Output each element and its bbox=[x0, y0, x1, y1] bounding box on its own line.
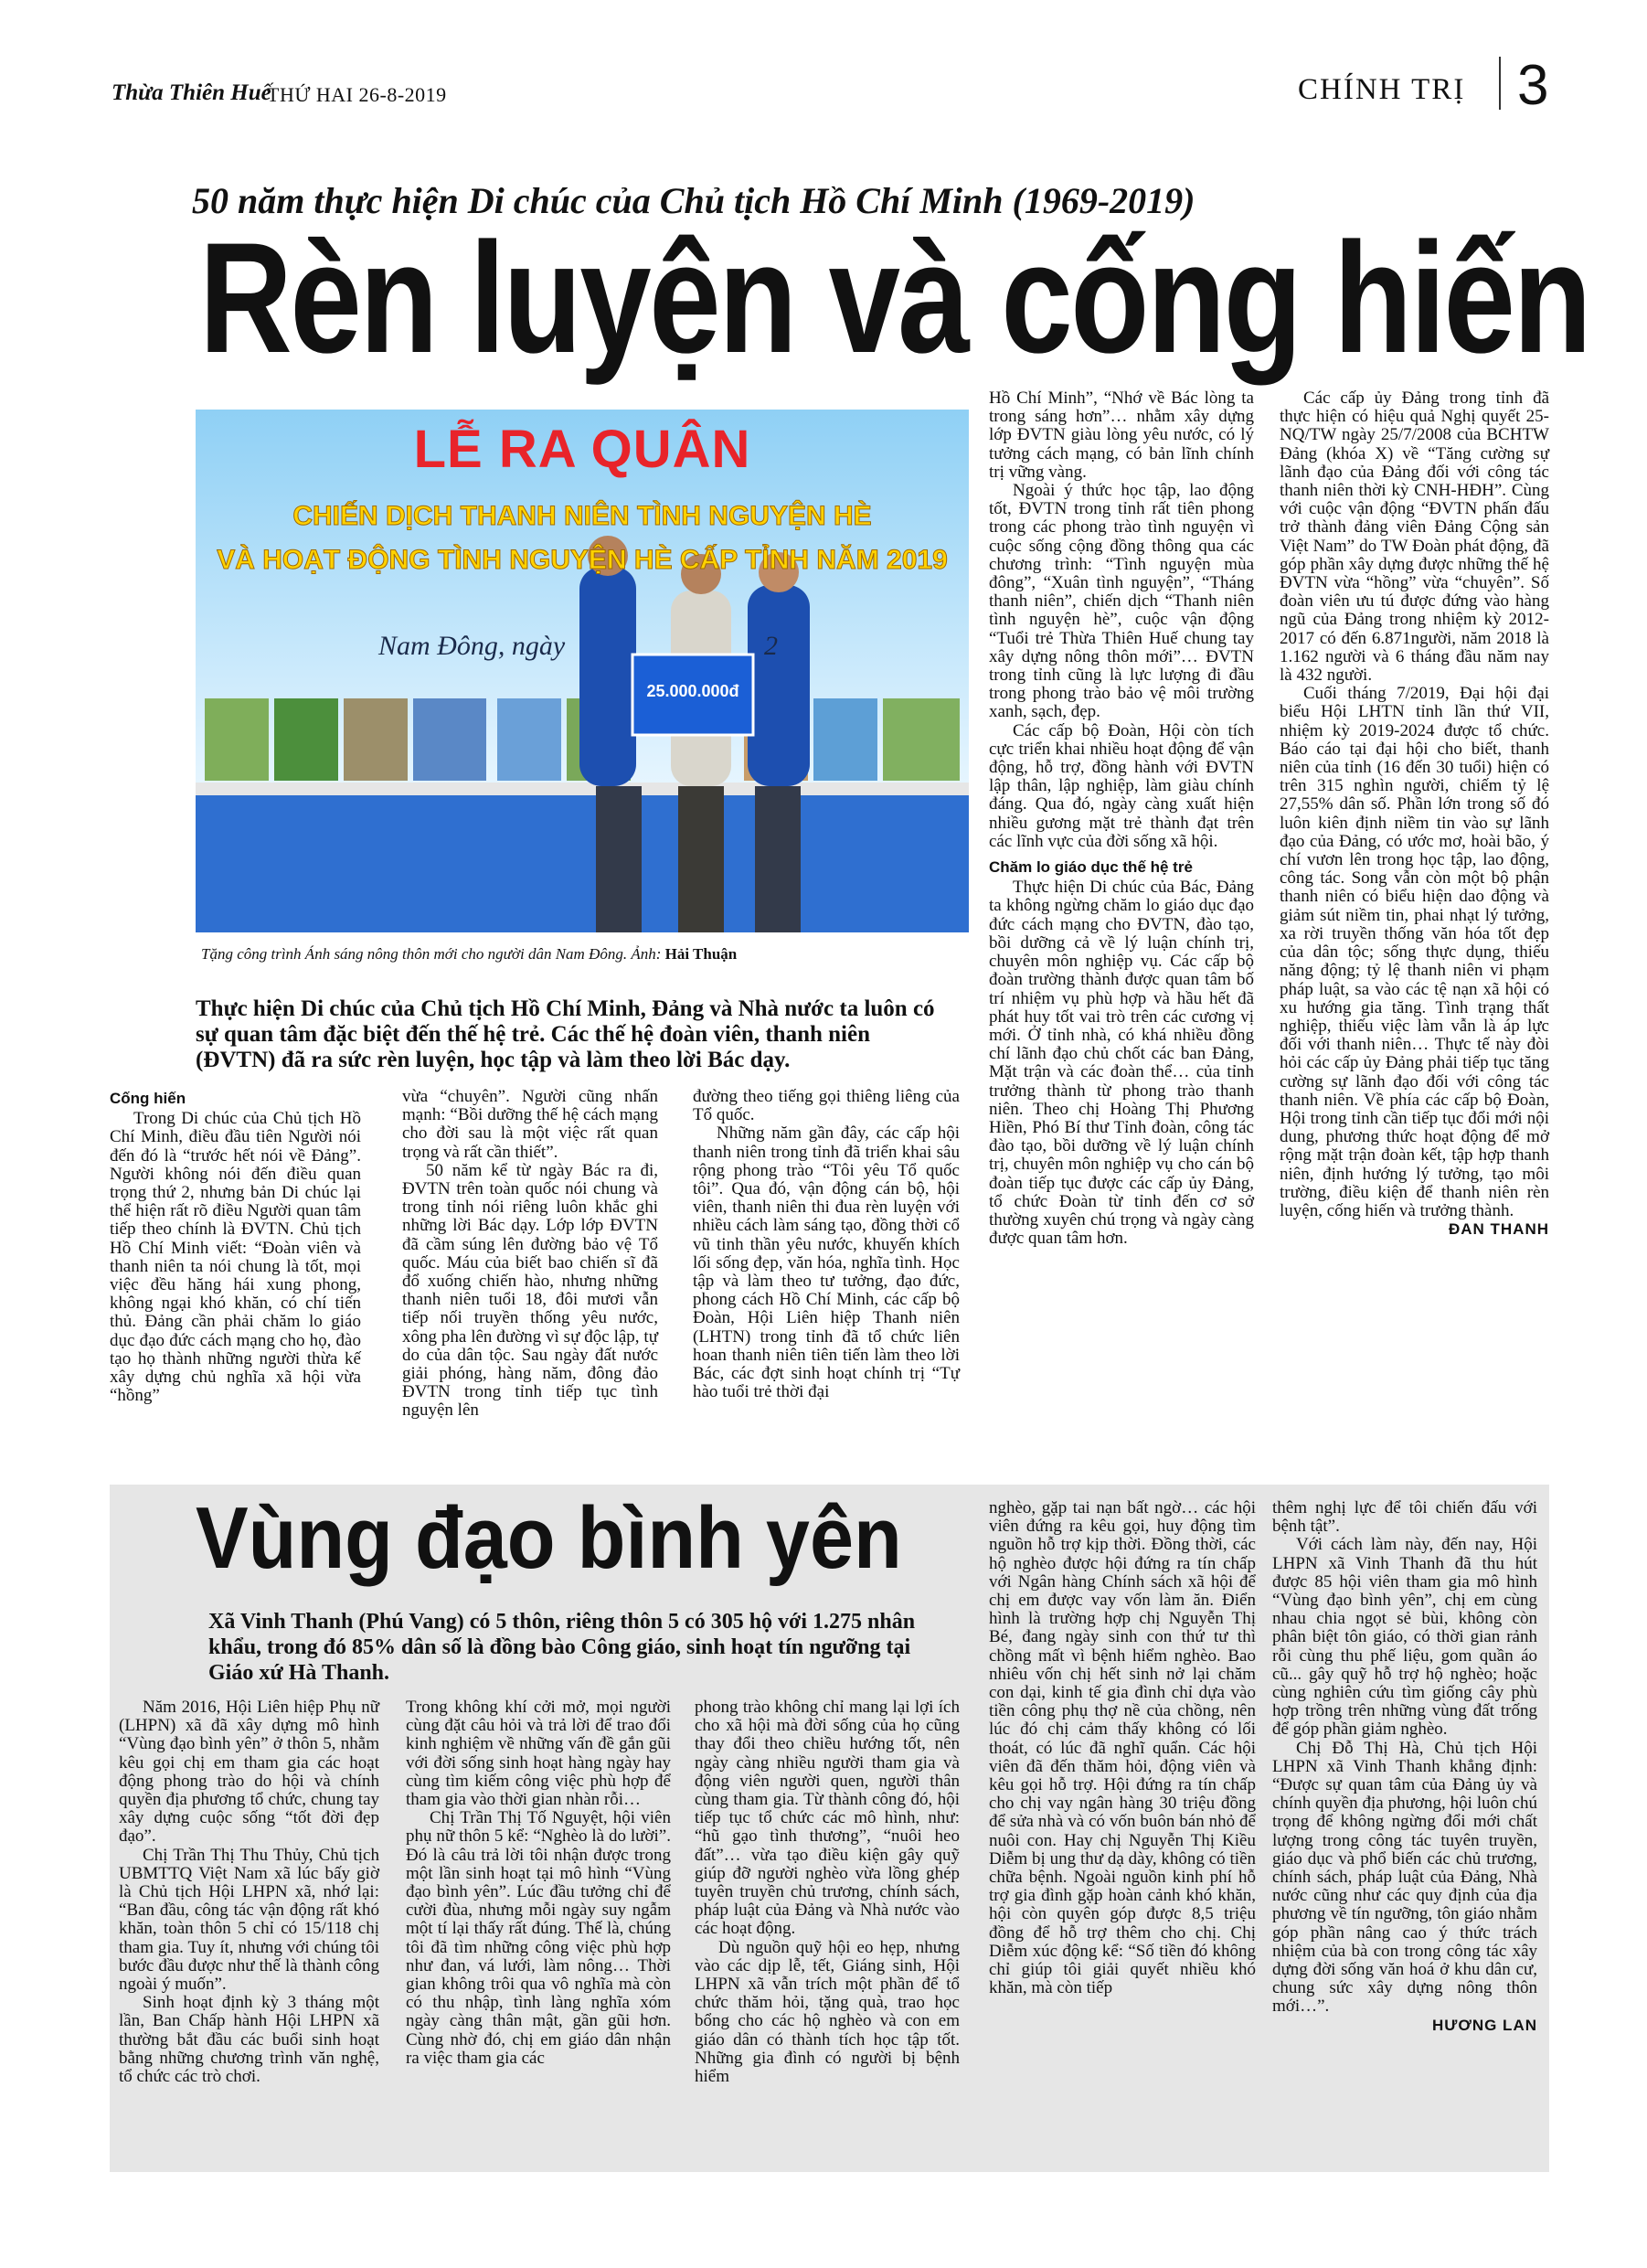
banner-date-fragment: 2 bbox=[764, 631, 778, 661]
paragraph: Trong không khí cởi mở, mọi người cùng đặt câu hỏi và trả lời để trao đổi kinh nghiệm về những vấn đề gắn gũi với đời sống sinh hoạt hàng ngày hay cùng tìm kiếm công việc phù hợp để tham gia vào thời gian nhàn rỗi… bbox=[406, 1698, 671, 1810]
paragraph: Thực hiện Di chúc của Bác, Đảng ta không ngừng chăm lo giáo dục đạo đức cách mạng cho ĐVTN, đào tạo, bồi dưỡng cả về lý luận chính trị, chuyên môn nghiệp vụ. Các cấp bộ đoàn trường thành được quan tâm bố trí nhiệm vụ phù hợp và hầu hết đã phát huy tốt vai trò trên các cương vị mới. Ở tỉnh nhà, có khá nhiều đồng chí lãnh đạo chủ chốt các ban Đảng, Mặt trận và các đoàn thể… của tỉnh trưởng thành từ phong trào thanh niên. Theo chị Hoàng Thị Phương Hiền, Phó Bí thư Tỉnh đoàn, công tác đào tạo, bồi dưỡng về lý luận chính trị, chuyên môn nghiệp vụ cho cán bộ đoàn tiếp tục được các cấp ủy Đảng, tổ chức Đoàn từ tỉnh đến cơ sở thường xuyên chú trọng và ngày càng được quan tâm hơn. bbox=[989, 878, 1254, 1249]
article1-column-4 bbox=[989, 389, 1254, 1248]
banner-place: Nam Đông, ngày bbox=[378, 631, 566, 661]
article2-headline: Vùng đạo bình yên bbox=[196, 1489, 902, 1587]
check-amount: 25.000.000đ bbox=[646, 682, 739, 700]
paragraph: Các cấp ủy Đảng trong tỉnh đã thực hiện có hiệu quả Nghị quyết 25-NQ/TW ngày 25/7/2008 của BCHTW Đảng (khóa X) về “Tăng cường sự lãnh đạo của Đảng đối với công tác thanh niên thời kỳ CNH-HĐH”. Cùng với cuộc vận động “ĐVTN phấn đấu trở thành đảng viên Đảng Cộng sản Việt Nam” do TW Đoàn phát động, đã góp phần xây dựng được những thế hệ ĐVTN vừa “hồng” vừa “chuyên”. Số đoàn viên ưu tú được đứng vào hàng ngũ của Đảng trong nhiệm kỳ 2012-2017 có đến 6.871người, năm 2018 là 1.162 người và 6 tháng đầu năm nay là 432 người. bbox=[1280, 389, 1549, 686]
paragraph: Ngoài ý thức học tập, lao động tốt, ĐVTN trong tỉnh rất tiên phong trong các phong trào tình nguyện vì cuộc sống cộng đồng thông qua các chương trình: “Tình nguyện mùa đông”, “Xuân tình nguyện”, “Tháng thanh niên”, chiến dịch “Thanh niên tình nguyện hè”, cuộc vận động “Tuổi trẻ Thừa Thiên Huế chung tay xây dựng nông thôn mới”… ĐVTN trong tỉnh cũng là lực lượng đi đầu trong phong trào bảo vệ môi trường xanh, sạch, đẹp. bbox=[989, 481, 1254, 722]
article-photo bbox=[196, 410, 969, 932]
section-name: CHÍNH TRỊ bbox=[1298, 73, 1466, 106]
masthead: Thừa Thiên Huế bbox=[112, 80, 271, 105]
article-lede: Thực hiện Di chúc của Chủ tịch Hồ Chí Minh, Đảng và Nhà nước ta luôn có sự quan tâm đặc biệt đến thế hệ trẻ. Các thế hệ đoàn viên, thanh niên (ĐVTN) đã ra sức rèn luyện, học tập và làm theo lời Bác dạy. bbox=[196, 996, 935, 1072]
paragraph: Cuối tháng 7/2019, Đại hội đại biểu Hội LHTN tỉnh lần thứ VII, nhiệm kỳ 2019-2024 được tổ chức. Báo cáo tại đại hội cho biết, thanh niên của tỉnh (16 đến 30 tuổi) hiện có trên 315 nghìn người, chiếm tỷ lệ 27,55% dân số. Phần lớn trong số đó luôn kiên định niềm tin vào sự lãnh đạo của Đảng, có ước mơ, hoài bão, ý chí vươn lên trong học tập, lao động, công tác. Song vẫn còn một bộ phận thanh niên có biểu hiện dao động và giảm sút niềm tin, phai nhạt lý tưởng, xa rời truyền thống văn hóa tốt đẹp của dân tộc; sống thực dụng, thiếu năng động; tỷ lệ thanh niên vi phạm pháp luật, sa vào các tệ nạn xã hội có xu hướng gia tăng. Tình trạng thất nghiệp, thiếu việc làm vẫn là áp lực đối với thanh niên… Thực tế này đòi hỏi các cấp ủy Đảng phải tiếp tục tăng cường sự lãnh đạo đối với công tác thanh niên. Về phía các cấp bộ Đoàn, Hội trong tỉnh cần tiếp tục đổi mới nội dung, phương thức hoạt động để mở rộng mặt trận đoàn kết, tập hợp thanh niên, định hướng lý tưởng, tạo môi trường, điều kiện để thanh niên rèn luyện, cống hiến và trưởng thành. bbox=[1280, 684, 1549, 1220]
paragraph: Các cấp bộ Đoàn, Hội còn tích cực triển khai nhiều hoạt động để vận động, hỗ trợ, đồng hành với ĐVTN lập thân, lập nghiệp, làm giàu chính đáng. Qua đó, ngày càng xuất hiện nhiều gương mặt trẻ thành đạt trên các lĩnh vực của đời sống xã hội. bbox=[989, 720, 1254, 851]
article2-column-4 bbox=[989, 1499, 1256, 1997]
caption-text: Tặng công trình Ánh sáng nông thôn mới cho người dân Nam Đông. Ảnh: bbox=[201, 945, 665, 963]
byline: HƯƠNG LAN bbox=[1431, 2016, 1537, 2034]
paragraph: Chị Trần Thị Tố Nguyệt, hội viên phụ nữ thôn 5 kể: “Nghèo là do lười”. Đó là câu trả lời tôi nhận được trong một lần sinh hoạt tại mô hình “Vùng đạo bình yên”. Lúc đầu tưởng chỉ để cười đùa, nhưng mỗi ngày suy ngẫm một tí lại thấy rất đúng. Thế là, chúng tôi đã tìm những công việc phù hợp như đan, vá lưới, làm nông… Thời gian không trôi qua vô nghĩa mà còn có thu nhập, tình làng nghĩa xóm ngày càng thân mật, gần gũi hơn. Cùng nhờ đó, chị em giáo dân nhận ra việc tham gia các bbox=[406, 1808, 671, 2068]
photo-caption bbox=[201, 945, 969, 964]
paragraph: vừa “chuyên”. Người cũng nhấn mạnh: “Bồi dưỡng thế hệ cách mạng cho đời sau là một việc rất quan trọng và rất cần thiết”. bbox=[402, 1087, 658, 1162]
article2-column-1 bbox=[119, 1698, 379, 2086]
subhead-cong-hien: Cống hiến bbox=[110, 1090, 186, 1107]
paragraph: Sinh hoạt định kỳ 3 tháng một lần, Ban Chấp hành Hội LHPN xã thường bắt đầu các buổi sinh hoạt bằng những chương trình văn nghệ, tổ chức các trò chơi. bbox=[119, 1993, 379, 2087]
subhead-cham-lo: Chăm lo giáo dục thế hệ trẻ bbox=[989, 858, 1193, 877]
paragraph: Chị Đỗ Thị Hà, Chủ tịch Hội LHPN xã Vinh Thanh khẳng định: “Được sự quan tâm của Đảng ủy và chính quyền địa phương, hội luôn chú trọng để không ngừng đổi mới chất lượng trong công tác tuyên truyền, giáo dục và phổ biến các chủ trương, chính sách, pháp luật của Đảng, Nhà nước cũng như các quy định của địa phương về tín ngưỡng, tôn giáo nhằm góp phần nâng cao ý thức trách nhiệm của bà con trong công tác xây dựng đời sống văn hoá ở khu dân cư, chung sức xây dựng nông thôn mới…”. bbox=[1272, 1738, 1537, 2017]
article2-column-5 bbox=[1272, 1499, 1537, 2035]
banner-line-1: CHIẾN DỊCH THANH NIÊN TÌNH NGUYỆN HÈ bbox=[292, 501, 872, 531]
article1-column-1 bbox=[110, 1088, 361, 1405]
paragraph: Trong Di chúc của Chủ tịch Hồ Chí Minh, điều đầu tiên Người nói đến đó là “trước hết nói về Đảng”. Người không nói đến điều quan trọng thứ 2, nhưng bản Di chúc lại thể hiện rất rõ điều Người quan tâm tiếp theo chính là ĐVTN. Chủ tịch Hồ Chí Minh viết: “Đoàn viên và thanh niên ta nói chung là tốt, mọi việc đều hăng hái xung phong, không ngại khó khăn, có chí tiến thủ. Đảng cần phải chăm lo giáo dục đạo đức cách mạng cho họ, đào tạo họ thành những người thừa kế xây dựng chủ nghĩa xã hội vừa “hồng” bbox=[110, 1109, 361, 1406]
paragraph: Năm 2016, Hội Liên hiệp Phụ nữ (LHPN) xã đã xây dựng mô hình “Vùng đạo bình yên” ở thôn 5, nhằm kêu gọi chị em tham gia các hoạt động phong trào do hội và chính quyền địa phương tổ chức, chung tay xây dựng cuộc sống “tốt đời đẹp đạo”. bbox=[119, 1698, 379, 1847]
article-headline: Rèn luyện và cống hiến bbox=[199, 210, 1590, 386]
article2-column-3 bbox=[695, 1698, 960, 2086]
paragraph: Dù nguồn quỹ hội eo hẹp, nhưng vào các dịp lễ, tết, Giáng sinh, Hội LHPN xã vẫn trích một phần để tổ chức thăm hỏi, tặng quà, trao học bổng cho các hộ nghèo và con em giáo dân có thành tích học tập tốt. Những gia đình có người bị bệnh hiểm bbox=[695, 1937, 960, 2087]
paragraph: phong trào không chỉ mang lại lợi ích cho xã hội mà đời sống của họ cũng thay đổi theo chiều hướng tốt, nên ngày càng nhiều người tham gia và động viên người quen, người thân cùng tham gia. Từ thành công đó, hội tiếp tục tổ chức các mô hình, như: “hũ gạo tình thương”, “nuôi heo đất”… vừa tạo điều kiện gây quỹ giúp đỡ người nghèo vừa lồng ghép tuyên truyền chủ trương, chính sách, pháp luật của Đảng và Nhà nước vào các hoạt động. bbox=[695, 1698, 960, 1939]
paragraph: Những năm gần đây, các cấp hội thanh niên trong tỉnh đã triển khai sâu rộng phong trào “Tôi yêu Tổ quốc tôi”. Qua đó, vận động cán bộ, hội viên, thanh niên thi đua rèn luyện với nhiều cách làm sáng tạo, đồng thời cổ vũ tinh thần yêu nước, khuyến khích lối sống đẹp, văn hóa, nghĩa tình. Học tập và làm theo tư tưởng, đạo đức, phong cách Hồ Chí Minh, các cấp bộ Đoàn, Hội Liên hiệp Thanh niên (LHTN) trong tỉnh đã tổ chức liên hoan thanh niên tiên tiến làm theo lời Bác, các đợt sinh hoạt chính trị “Tự hào tuổi trẻ thời đại bbox=[693, 1123, 960, 1402]
header-divider bbox=[1499, 57, 1501, 110]
paragraph: 50 năm kể từ ngày Bác ra đi, ĐVTN trên toàn quốc nói chung và trong tỉnh nói riêng luôn khắc ghi những lời Bác dạy. Lớp lớp ĐVTN đã cầm súng lên đường bảo vệ Tổ quốc. Máu của biết bao chiến sĩ đã đổ xuống chiến hào, nhưng những thanh niên tuổi 18, đôi mươi vẫn tiếp nối truyền thống yêu nước, xông pha lên đường vì sự độc lập, tự do của dân tộc. Sau ngày đất nước giải phóng, hàng năm, đông đảo ĐVTN trong tỉnh tiếp tục tình nguyện lên bbox=[402, 1160, 658, 1421]
banner-title: LỄ RA QUÂN bbox=[413, 420, 751, 479]
article-kicker: 50 năm thực hiện Di chúc của Chủ tịch Hồ Chí Minh (1969-2019) bbox=[192, 180, 1195, 221]
article1-column-5 bbox=[1280, 389, 1549, 1239]
banner-line-2: VÀ HOẠT ĐỘNG TÌNH NGUYỆN HÈ CẤP TỈNH NĂM 2019 bbox=[217, 545, 948, 575]
caption-credit: Hải Thuận bbox=[664, 945, 738, 963]
paragraph: Chị Trần Thị Thu Thủy, Chủ tịch UBMTTQ Việt Nam xã lúc bấy giờ là Chủ tịch Hội LHPN xã, nhớ lại: “Ban đầu, công tác vận động rất khó khăn, toàn thôn 5 chỉ có 15/118 chị tham gia. Tuy ít, nhưng với chúng tôi bước đầu được như thế là thành công ngoài ý muốn”. bbox=[119, 1845, 379, 1995]
issue-date: THỨ HAI 26-8-2019 bbox=[267, 83, 447, 106]
paragraph: nghèo, gặp tai nạn bất ngờ… các hội viên đứng ra kêu gọi, huy động tìm nguồn hỗ trợ kịp thời. Đồng thời, các hộ nghèo được hội đứng ra tín chấp với Ngân hàng Chính sách xã hội để chị em được vay vốn làm ăn. Điển hình là trường hợp chị Nguyễn Thị Bé, đang ngày sinh con thứ tư thì chồng mất vì bệnh hiểm nghèo. Bao nhiêu vốn chị hết sinh nở lại chăm con dại, kinh tế gia đình chỉ dựa vào tiền công phụ thợ nề của chồng, nên lúc đó chị cảm thấy không có lối thoát, có lúc đã nghĩ quẩn. Các hội viên đã đến thăm hỏi, động viên và kêu gọi hỗ trợ. Hội đứng ra tín chấp cho chị vay ngân hàng 30 triệu đồng để sửa nhà và có vốn buôn bán nhỏ để nuôi con. Hay chị Nguyễn Thị Kiều Diễm bị ung thư dạ dày, không có tiền chữa bệnh. Ngoài nguồn kinh phí hỗ trợ gia đình gặp hoàn cảnh khó khăn, hội còn quyên góp được 8,5 triệu đồng để hỗ trợ thêm cho chị. Chị Diễm xúc động kể: “Số tiền đó không chỉ giúp tôi giải quyết nhiều khó khăn, mà còn tiếp bbox=[989, 1498, 1256, 1998]
byline: ĐAN THANH bbox=[1448, 1220, 1549, 1239]
article1-column-2 bbox=[402, 1088, 658, 1421]
article2-lede: Xã Vinh Thanh (Phú Vang) có 5 thôn, riêng thôn 5 có 305 hộ với 1.275 nhân khẩu, trong đó 85% dân số là đồng bào Công giáo, sinh hoạt tín ngưỡng tại Giáo xứ Hà Thanh. bbox=[208, 1610, 916, 1685]
paragraph: Hồ Chí Minh”, “Nhớ về Bác lòng ta trong sáng hơn”… nhằm xây dựng lớp ĐVTN giàu lòng yêu nước, có lý tưởng cách mạng, có bản lĩnh chính trị vững vàng. bbox=[989, 389, 1254, 482]
paragraph: đường theo tiếng gọi thiêng liêng của Tổ quốc. bbox=[693, 1087, 960, 1125]
paragraph: thêm nghị lực để tôi chiến đấu với bệnh tật”. bbox=[1272, 1498, 1537, 1537]
event-photo-illustration bbox=[196, 410, 969, 932]
page-number: 3 bbox=[1517, 54, 1549, 117]
article1-column-3 bbox=[693, 1088, 960, 1401]
article2-column-2 bbox=[406, 1698, 671, 2068]
paragraph: Với cách làm này, đến nay, Hội LHPN xã Vinh Thanh đã thu hút được 85 hội viên tham gia mô hình “Vùng đạo bình yên”, chị em cùng nhau chia ngọt sẻ bùi, không còn phân biệt tôn giáo, có thời gian rảnh rỗi cùng thu phế liệu, gom quần áo cũ... gây quỹ hỗ trợ hộ nghèo; hoặc cùng nghiên cứu tìm giống cây phù hợp trồng trên những vùng đất trống để góp phần giảm nghèo. bbox=[1272, 1535, 1537, 1740]
